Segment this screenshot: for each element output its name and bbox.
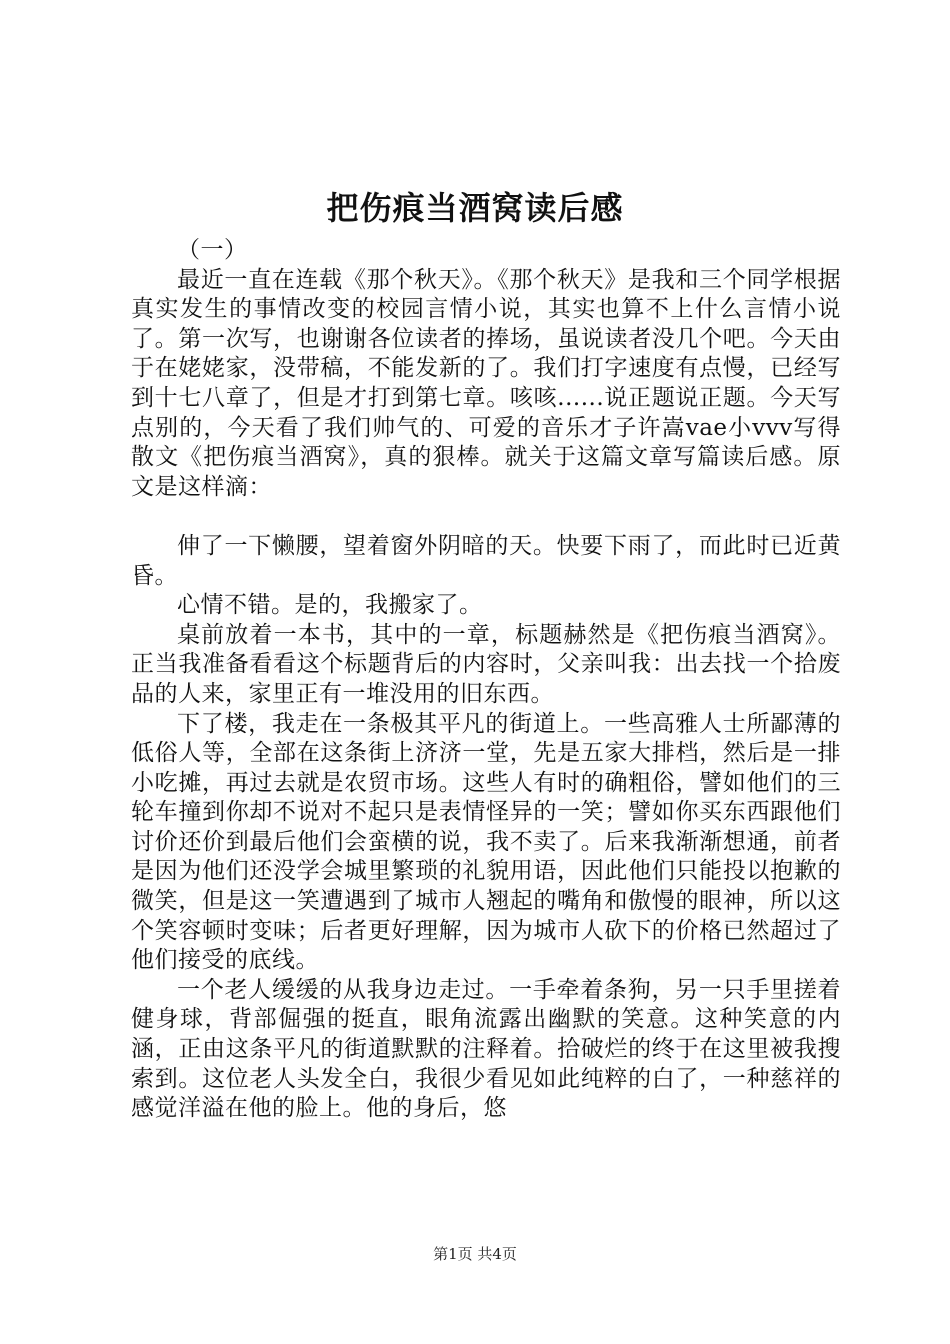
paragraph: 心情不错。是的，我搬家了。 bbox=[177, 592, 483, 619]
document-title: 把伤痕当酒窝读后感 bbox=[326, 189, 624, 227]
paragraph: 伸了一下懒腰，望着窗外阴暗的天。快要下雨了，而此时已近黄昏。 bbox=[131, 532, 841, 589]
document-body bbox=[131, 236, 841, 1124]
paragraph: 桌前放着一本书，其中的一章，标题赫然是《把伤痕当酒窝》。正当我准备看看这个标题背后的内容时，父亲叫我：出去找一个拾废品的人来，家里正有一堆没用的旧东西。 bbox=[131, 621, 841, 707]
paragraph: 下了楼，我走在一条极其平凡的街道上。一些高雅人士所鄙薄的低俗人等，全部在这条街上济济一堂，先是五家大排档，然后是一排小吃摊，再过去就是农贸市场。这些人有时的确粗俗，譬如他们的三轮车撞到你却不说对不起只是表情怪异的一笑；譬如你买东西跟他们讨价还价到最后他们会蛮横的说，我不卖了。后来我渐渐想通，前者是因为他们还没学会城里繁琐的礼貌用语，因此他们只能投以抱歉的微笑，但是这一笑遭遇到了城市人翘起的嘴角和傲慢的眼神，所以这个笑容顿时变味；后者更好理解，因为城市人砍下的价格已然超过了他们接受的底线。 bbox=[131, 710, 841, 974]
page-footer: 第1页 共4页 bbox=[433, 1245, 517, 1263]
paragraph: 最近一直在连载《那个秋天》。《那个秋天》是我和三个同学根据真实发生的事情改变的校园言情小说，其实也算不上什么言情小说了。第一次写，也谢谢各位读者的捧场，虽说读者没几个吧。今天由于在姥姥家，没带稿，不能发新的了。我们打字速度有点慢，已经写到十七八章了，但是才打到第七章。咳咳......说正题说正题。今天写点别的，今天看了我们帅气的、可爱的音乐才子许嵩vae小vvv写得散文《把伤痕当酒窝》，真的狠棒。就关于这篇文章写篇读后感。原文是这样滴： bbox=[131, 266, 841, 500]
section-label: （一） bbox=[177, 237, 248, 263]
paragraph: 一个老人缓缓的从我身边走过。一手牵着条狗，另一只手里搓着健身球，背部倔强的挺直，眼角流露出幽默的笑意。这种笑意的内涵，正由这条平凡的街道默默的注释着。拾破烂的终于在这里被我搜索到。这位老人头发全白，我很少看见如此纯粹的白了，一种慈祥的感觉洋溢在他的脸上。他的身后，悠 bbox=[131, 976, 841, 1122]
